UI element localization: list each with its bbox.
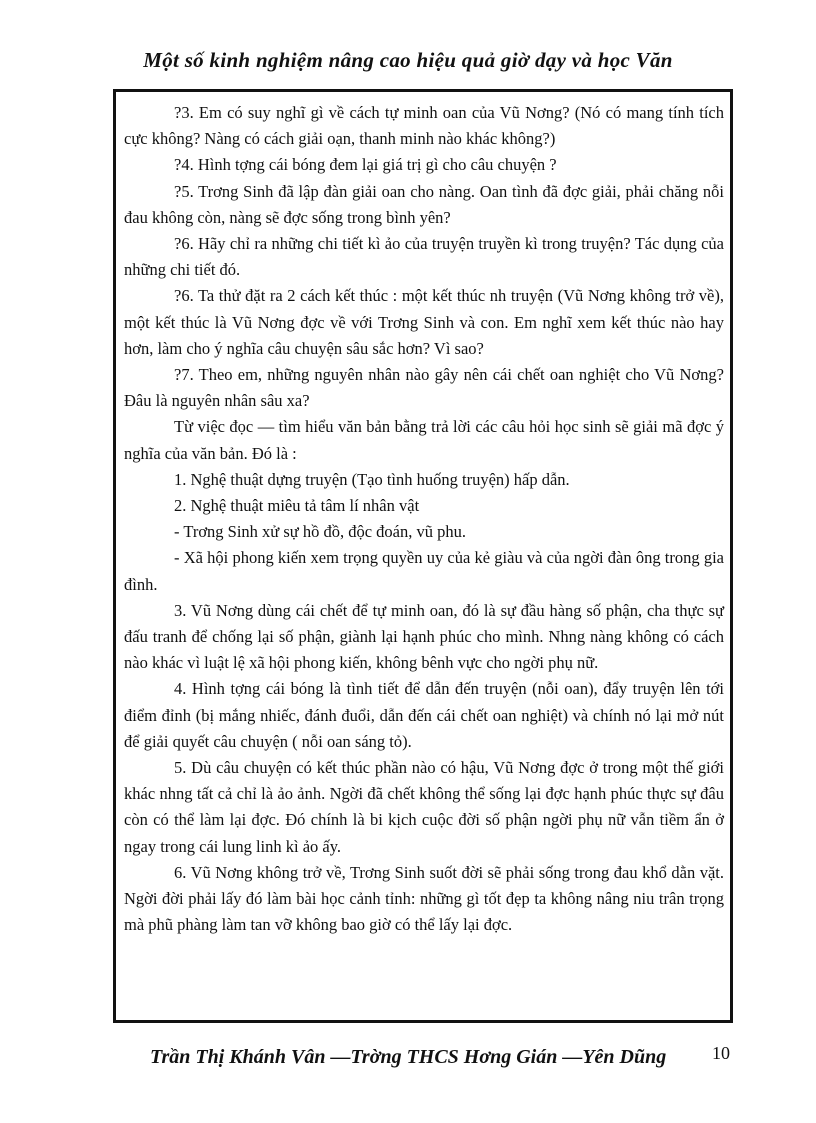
point-6: 6. Vũ Nơng không trở về, Trơng Sinh suốt đời sẽ phải sống trong đau khổ dằn vặt. Ngời đời phải lấy đó làm bài học cảnh tỉnh: những gì tốt đẹp ta không nâng niu trân trọng mà phũ phàng làm tan vỡ không bao giờ có thể lấy lại đợc. — [124, 862, 724, 935]
intro-paragraph: Từ việc đọc — tìm hiểu văn bản bằng trả lời các câu hỏi học sinh sẽ giải mã đợc ý nghĩa của văn bản. Đó là : — [124, 417, 724, 463]
question-4: ?4. Hình tợng cái bóng đem lại giá trị gì cho câu chuyện ? — [174, 155, 557, 175]
content-frame — [113, 89, 733, 1023]
question-6a: ?6. Hãy chỉ ra những chi tiết kì ảo của truyện truyền kì trong truyện? Tác dụng của những chi tiết đó. — [124, 234, 724, 280]
point-4: 4. Hình tợng cái bóng là tình tiết để dẫn đến truyện (nỗi oan), đẩy truyện lên tới điểm đỉnh (bị mắng nhiếc, đánh đuổi, dẫn đến cái chết oan nghiệt) và chính nó lại mở nút để giải quyết câu chuyện ( nỗi oan sáng tỏ). — [124, 679, 724, 751]
point-2: 2. Nghệ thuật miêu tả tâm lí nhân vật — [174, 496, 420, 516]
page-header-title: Một số kinh nghiệm nâng cao hiệu quả giờ dạy và học Văn — [143, 48, 673, 72]
question-7: ?7. Theo em, những nguyên nhân nào gây nên cái chết oan nghiệt cho Vũ Nơng? Đâu là nguyên nhân sâu xa? — [124, 365, 724, 411]
footer-author: Trần Thị Khánh Vân —Trờng THCS Hơng Gián —Yên Dũng — [150, 1046, 667, 1068]
question-5: ?5. Trơng Sinh đã lập đàn giải oan cho nàng. Oan tình đã đợc giải, phải chăng nỗi đau không còn, nàng sẽ đợc sống trong bình yên? — [124, 181, 724, 227]
point-5: 5. Dù câu chuyện có kết thúc phần nào có hậu, Vũ Nơng đợc ở trong một thế giới khác nhng tất cả chỉ là ảo ảnh. Ngời đã chết không thể sống lại đợc hạnh phúc thực sự đâu còn có thể làm lại đợc. Đó chính là bi kịch cuộc đời số phận ngời phụ nữ vẫn tiềm ẩn ở ngay trong cái lung linh kì ảo ấy. — [124, 758, 724, 856]
point-1: 1. Nghệ thuật dựng truyện (Tạo tình huống truyện) hấp dẫn. — [174, 469, 570, 489]
question-3: ?3. Em có suy nghĩ gì về cách tự minh oan của Vũ Nơng? (Nó có mang tính tích cực không? Nàng có cách giải oạn, thanh minh nào khác không?) — [124, 103, 724, 149]
question-6b: ?6. Ta thử đặt ra 2 cách kết thúc : một kết thúc nh truyện (Vũ Nơng không trở về), một kết thúc là Vũ Nơng đợc về với Trơng Sinh và con. Em nghĩ xem kết thúc nào hay hơn, làm cho ý nghĩa câu chuyện sâu sắc hơn? Vì sao? — [124, 286, 724, 358]
page-number: 10 — [712, 1043, 730, 1063]
point-2-bullet-2: - Xã hội phong kiến xem trọng quyền uy của kẻ giàu và của ngời đàn ông trong gia đình. — [124, 548, 724, 594]
point-3: 3. Vũ Nơng dùng cái chết để tự minh oan, đó là sự đầu hàng số phận, cha thực sự đấu tranh để chống lại số phận, giành lại hạnh phúc cho mình. Nhng nàng không có cách nào khác vì luật lệ xã hội phong kiến, không bênh vực cho ngời phụ nữ. — [124, 600, 724, 673]
point-2-bullet-1: - Trơng Sinh xử sự hồ đồ, độc đoán, vũ phu. — [174, 522, 467, 542]
